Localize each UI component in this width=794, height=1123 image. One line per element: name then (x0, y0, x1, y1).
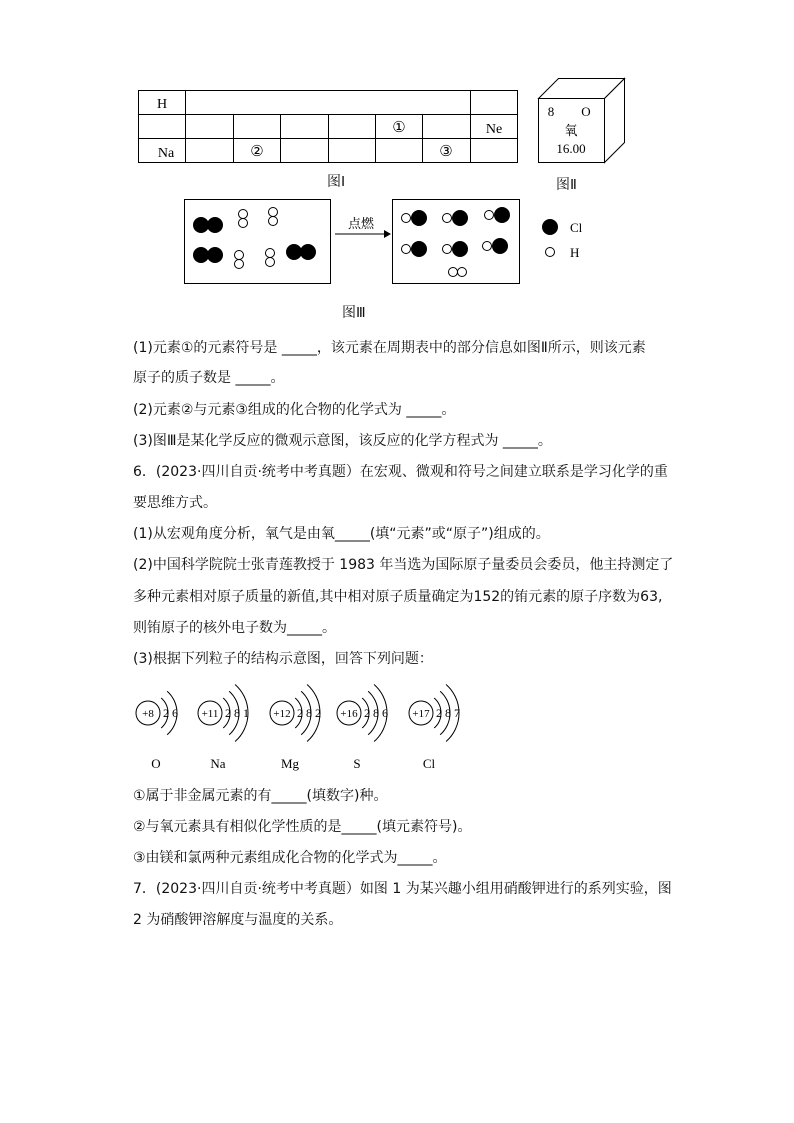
nucleus-charge: +12 (273, 708, 291, 720)
atom-diagram-o (136, 691, 178, 771)
atom-label: S (353, 756, 361, 771)
electron-count: 8 (234, 706, 240, 720)
question-6-2-cont: 多种元素相对原子质量的新值,其中相对原子质量确定为152的铕元素的原子序数为63, (133, 589, 663, 605)
question-6-2: (2)中国科学院院士张青莲教授于 1983 年当选为国际原子量委员会委员，他主持测定了 (133, 557, 674, 573)
atom-label: Cl (422, 756, 436, 771)
cell-na: Na (157, 146, 175, 161)
electron-count: 2 (315, 706, 321, 720)
electron-count: 8 (445, 706, 451, 720)
atom-diagram-mg (270, 684, 321, 771)
question-5-1: (1)元素①的元素符号是 _____，该元素在周期表中的部分信息如图Ⅱ所示，则该元素 (133, 340, 646, 356)
atom-diagram-na (198, 684, 249, 771)
cell-circled-1: ① (392, 120, 406, 136)
question-5-3: (3)图Ⅲ是某化学反应的微观示意图，该反应的化学方程式为 _____。 (133, 433, 552, 449)
atom-label: Mg (280, 756, 300, 771)
electron-count: 2 (297, 706, 303, 720)
legend-cl: Cl (570, 220, 583, 235)
cell-h: H (156, 97, 168, 112)
question-6-header: 6．(2023·四川自贡·统考中考真题）在宏观、微观和符号之间建立联系是学习化学的重 (133, 464, 668, 480)
element-symbol: O (581, 104, 591, 119)
question-6-1: (1)从宏观角度分析，氧气是由氧_____(填“元素”或“原子”)组成的。 (133, 526, 550, 542)
sub-question-2: ②与氧元素具有相似化学性质的是_____(填元素符号)。 (133, 819, 472, 835)
electron-count: 6 (382, 706, 388, 720)
electron-count: 8 (306, 706, 312, 720)
question-6-3: (3)根据下列粒子的结构示意图，回答下列问题： (133, 651, 433, 667)
element-name: 氧 (564, 123, 578, 138)
figure2-caption: 图Ⅱ (556, 178, 577, 193)
question-6-2-end: 则铕原子的核外电子数为_____。 (133, 620, 336, 636)
cell-circled-2: ② (250, 144, 264, 160)
nucleus-charge: +17 (412, 708, 430, 720)
atom-structure-diagrams (130, 680, 490, 772)
electron-count: 2 (364, 706, 370, 720)
atom-label: O (151, 756, 161, 771)
atom-label: Na (210, 756, 226, 771)
atom-diagram-cl (409, 684, 460, 771)
sub-question-3: ③由镁和氯两种元素组成化合物的化学式为_____。 (133, 850, 447, 866)
nucleus-charge: +16 (340, 708, 358, 720)
figure3-caption: 图Ⅲ (342, 306, 366, 321)
cell-circled-3: ③ (439, 144, 453, 160)
question-7-header: 7．(2023·四川自贡·统考中考真题）如图 1 为某兴趣小组用硝酸钾进行的系列实验，图 (133, 881, 672, 897)
electron-count: 7 (454, 706, 460, 720)
electron-count: 2 (225, 706, 231, 720)
electron-count: 2 (436, 706, 442, 720)
electron-count: 1 (243, 706, 249, 720)
element-mass: 16.00 (556, 141, 586, 156)
reaction-diagram (180, 196, 620, 288)
electron-count: 6 (172, 706, 178, 720)
electron-count: 8 (373, 706, 379, 720)
figure1-caption: 图Ⅰ (327, 175, 346, 190)
periodic-table-figure (138, 90, 520, 164)
nucleus-charge: +11 (201, 708, 219, 720)
question-5-2: (2)元素②与元素③组成的化合物的化学式为 _____。 (133, 402, 456, 418)
legend-h: H (570, 245, 580, 260)
nucleus-charge: +8 (142, 708, 154, 720)
question-7-header-cont: 2 为硝酸钾溶解度与温度的关系。 (133, 912, 343, 928)
question-6-header-cont: 要思维方式。 (133, 495, 217, 511)
atom-diagram-s (337, 684, 388, 771)
cell-ne: Ne (485, 122, 503, 137)
arrow-label: 点燃 (347, 216, 375, 231)
electron-count: 2 (163, 706, 169, 720)
element-cell-figure (536, 76, 628, 164)
element-atomic-number: 8 (547, 104, 555, 119)
sub-question-1: ①属于非金属元素的有_____(填数字)种。 (133, 788, 388, 804)
question-5-1-cont: 原子的质子数是 _____。 (133, 370, 285, 386)
